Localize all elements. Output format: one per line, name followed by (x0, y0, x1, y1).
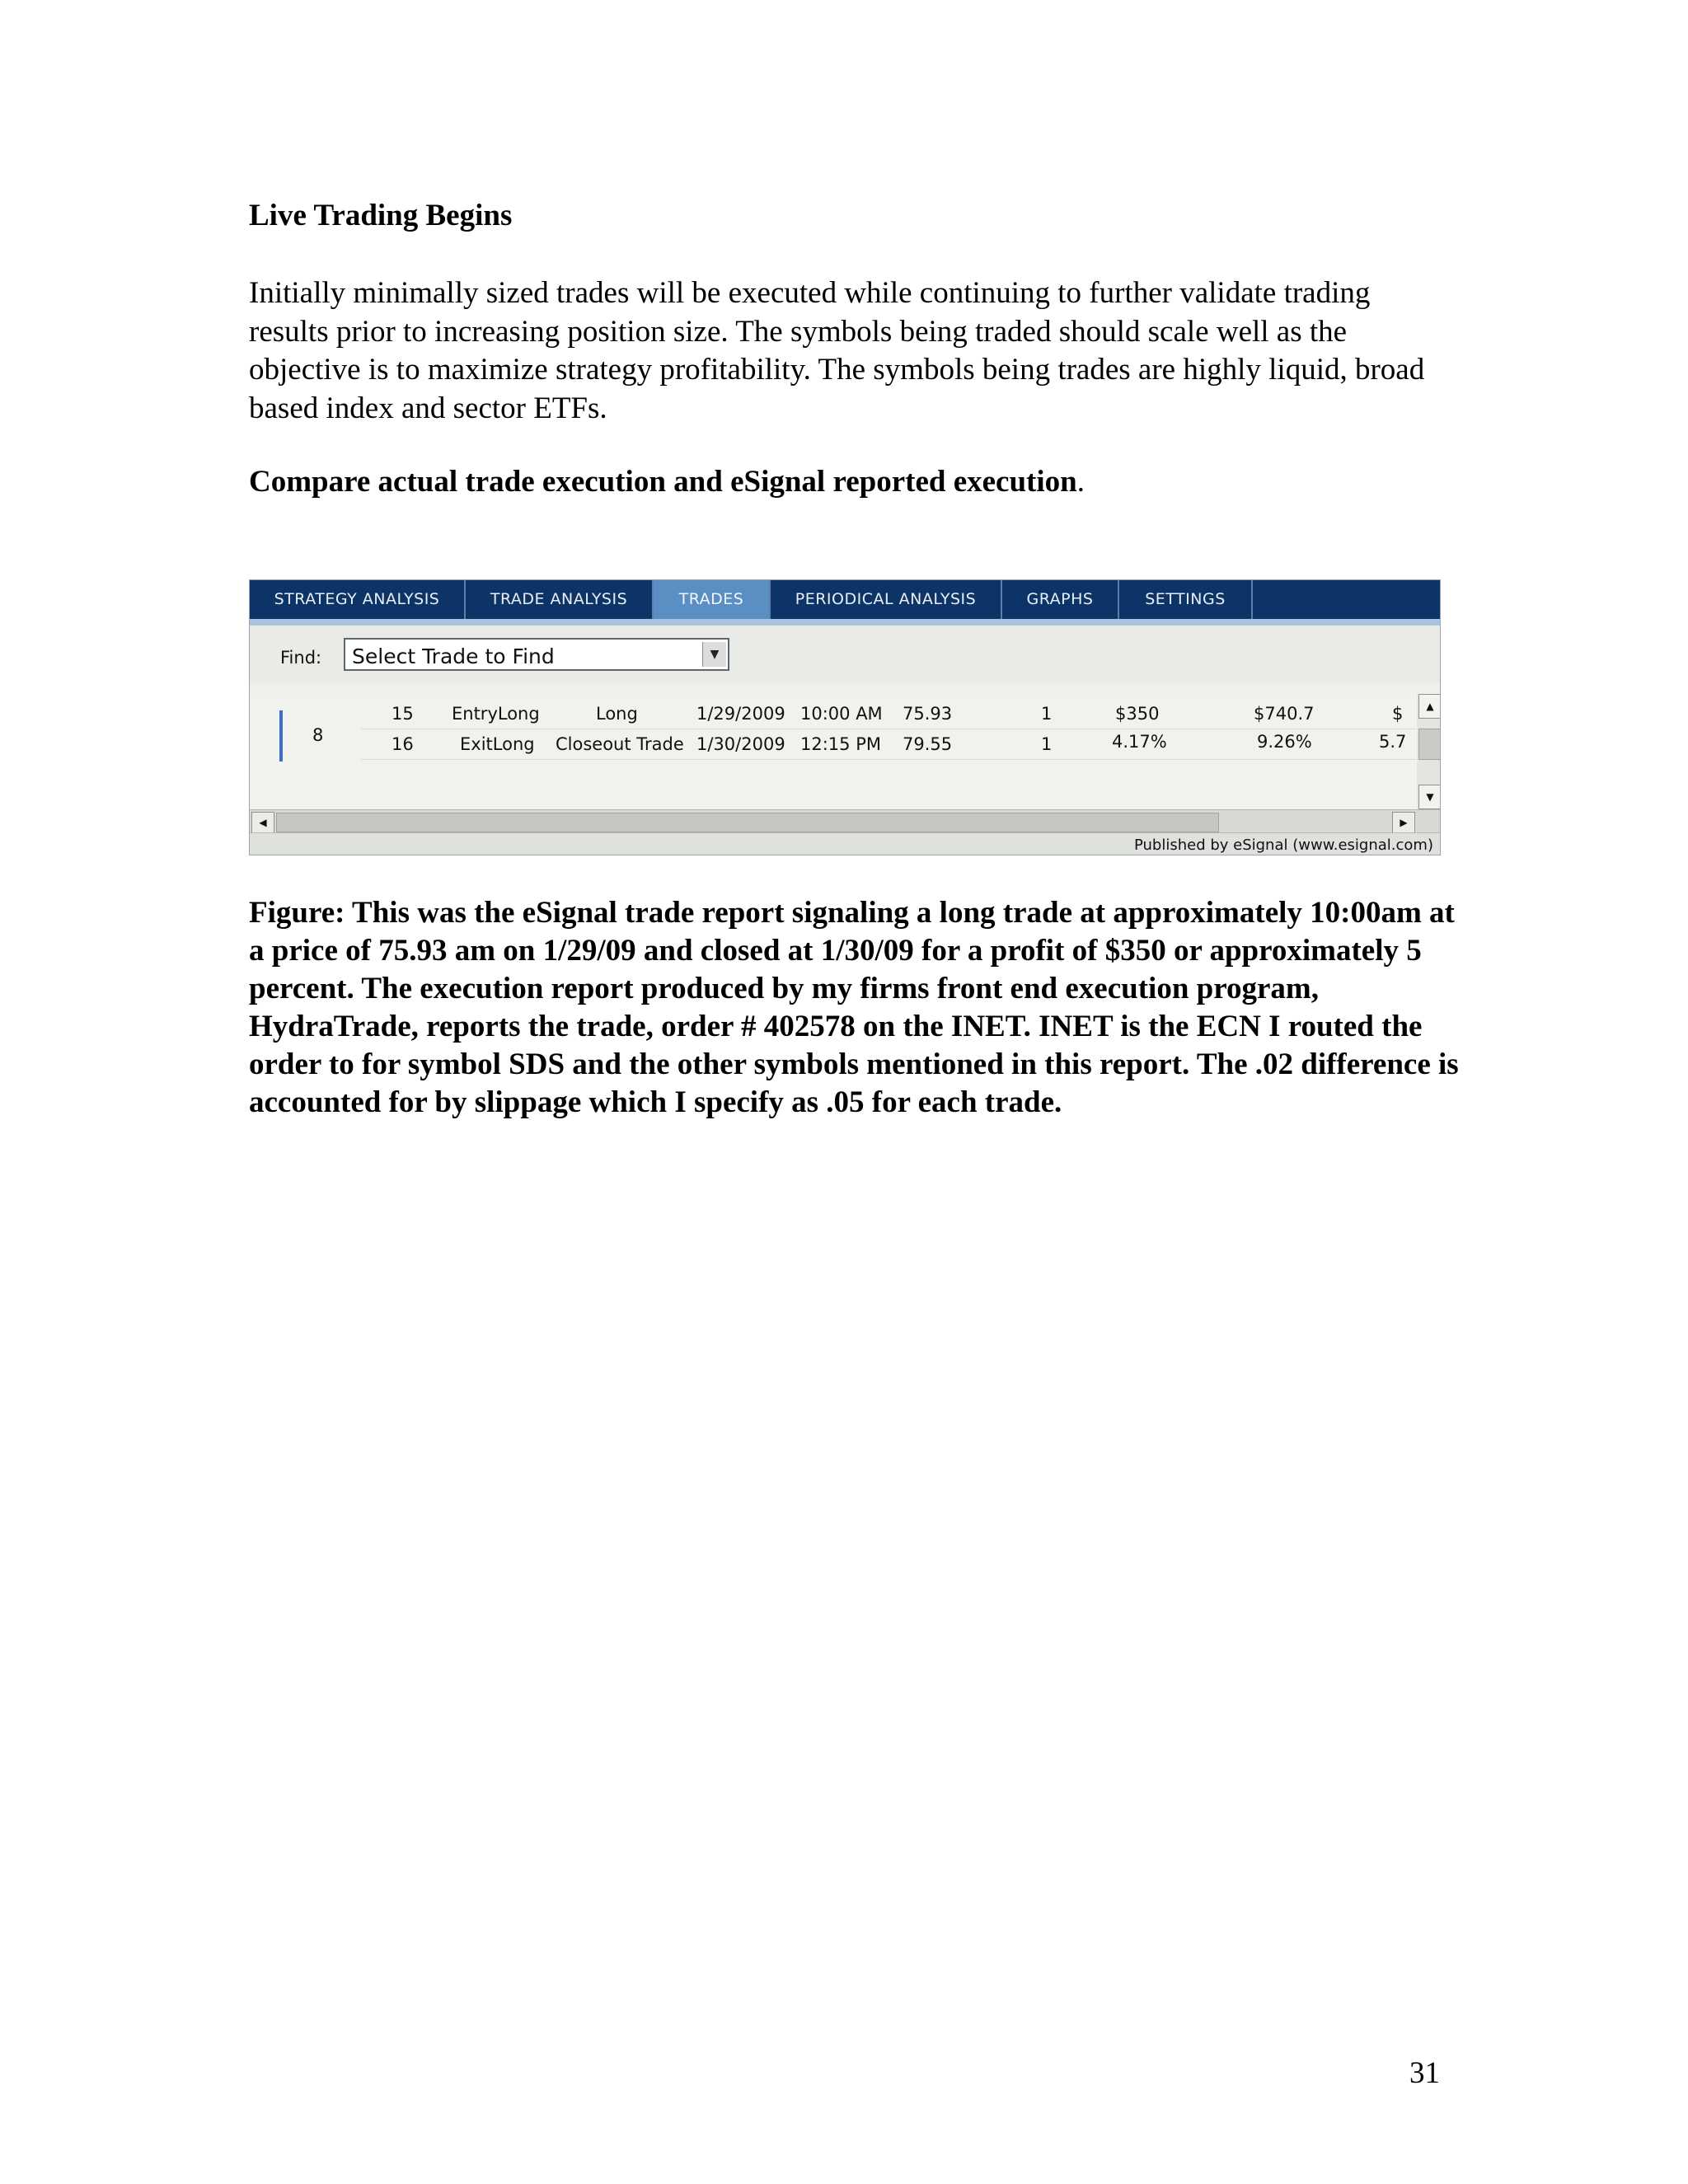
time-cell: 12:15 PM (800, 734, 881, 754)
publisher-credit: Published by eSignal (www.esignal.com) (1133, 837, 1433, 854)
truncated-cell: 5.7 (1379, 732, 1407, 752)
find-label: Find: (280, 648, 322, 668)
report-tab-bar (250, 580, 1440, 619)
section-heading: Live Trading Begins (249, 199, 513, 232)
signal-cell: Closeout Trade (556, 734, 684, 754)
chevron-down-icon[interactable]: ▼ (702, 642, 726, 667)
scroll-down-icon[interactable]: ▼ (1418, 785, 1441, 809)
contracts-cell: 1 (1041, 704, 1053, 724)
tab-bar-underline (250, 619, 1440, 626)
scroll-left-icon[interactable]: ◀ (251, 812, 274, 833)
comparison-subheading (249, 464, 1085, 499)
order-cell: 15 (392, 704, 414, 724)
tab-trades[interactable]: TRADES (654, 580, 771, 619)
find-select-value: Select Trade to Find (352, 644, 555, 668)
scroll-up-icon[interactable]: ▲ (1418, 694, 1441, 719)
report-footer (250, 832, 1441, 855)
tab-strategy-analysis[interactable]: STRATEGY ANALYSIS (250, 580, 466, 619)
tab-settings[interactable]: SETTINGS (1119, 580, 1253, 619)
truncated-cell: $ (1392, 704, 1404, 724)
profit-percent-cell: 4.17% (1112, 732, 1167, 752)
contracts-cell: 1 (1041, 734, 1053, 754)
tab-trade-analysis[interactable]: TRADE ANALYSIS (466, 580, 654, 619)
type-cell: ExitLong (460, 734, 535, 754)
esignal-report-screenshot (249, 579, 1441, 855)
date-cell: 1/30/2009 (696, 734, 785, 754)
trade-row-marker (279, 710, 283, 762)
time-cell: 10:00 AM (800, 704, 883, 724)
horizontal-scrollbar[interactable] (250, 809, 1441, 833)
type-cell: EntryLong (452, 704, 540, 724)
subheading-period: . (1076, 465, 1085, 499)
subheading-bold-text: Compare actual trade execution and eSignal reported execution (249, 465, 1077, 499)
order-cell: 16 (392, 734, 414, 754)
tab-graphs[interactable]: GRAPHS (1002, 580, 1119, 619)
page-number: 31 (1409, 2056, 1440, 2090)
cumulative-profit-cell: $740.7 (1254, 704, 1315, 724)
price-cell: 75.93 (903, 704, 953, 724)
cumulative-profit-percent-cell: 9.26% (1257, 732, 1312, 752)
horizontal-scroll-thumb[interactable] (276, 813, 1219, 832)
trade-number-cell: 8 (312, 725, 324, 745)
scroll-right-icon[interactable]: ▶ (1392, 812, 1415, 833)
date-cell: 1/29/2009 (696, 704, 785, 724)
signal-cell: Long (596, 704, 638, 724)
tab-periodical-analysis[interactable]: PERIODICAL ANALYSIS (771, 580, 1002, 619)
find-trade-select[interactable] (344, 638, 729, 671)
figure-caption: Figure: This was the eSignal trade report signaling a long trade at approximately 10:00am at a price of 75.93 am on 1/29/09 and closed at 1/30/09 for a profit of $350 or approximately 5 percent. The execution report produced by my firms front end execution program, HydraTrade, reports the trade, order # 402578 on the INET. INET is the ECN I routed the order to for symbol SDS and the other symbols mentioned in this report. The .02 difference is accounted for by slippage which I specify as .05 for each trade. (249, 896, 1459, 1119)
profit-cell: $350 (1115, 704, 1160, 724)
body-paragraph: Initially minimally sized trades will be executed while continuing to further validate trading results prior to increasing position size. The symbols being traded should scale well as the objective is to maximize strategy profitability. The symbols being trades are highly liquid, broad based index and sector ETFs. (249, 276, 1425, 425)
vertical-scrollbar[interactable] (1417, 694, 1441, 809)
price-cell: 79.55 (903, 734, 953, 754)
vertical-scroll-thumb[interactable] (1418, 729, 1441, 760)
